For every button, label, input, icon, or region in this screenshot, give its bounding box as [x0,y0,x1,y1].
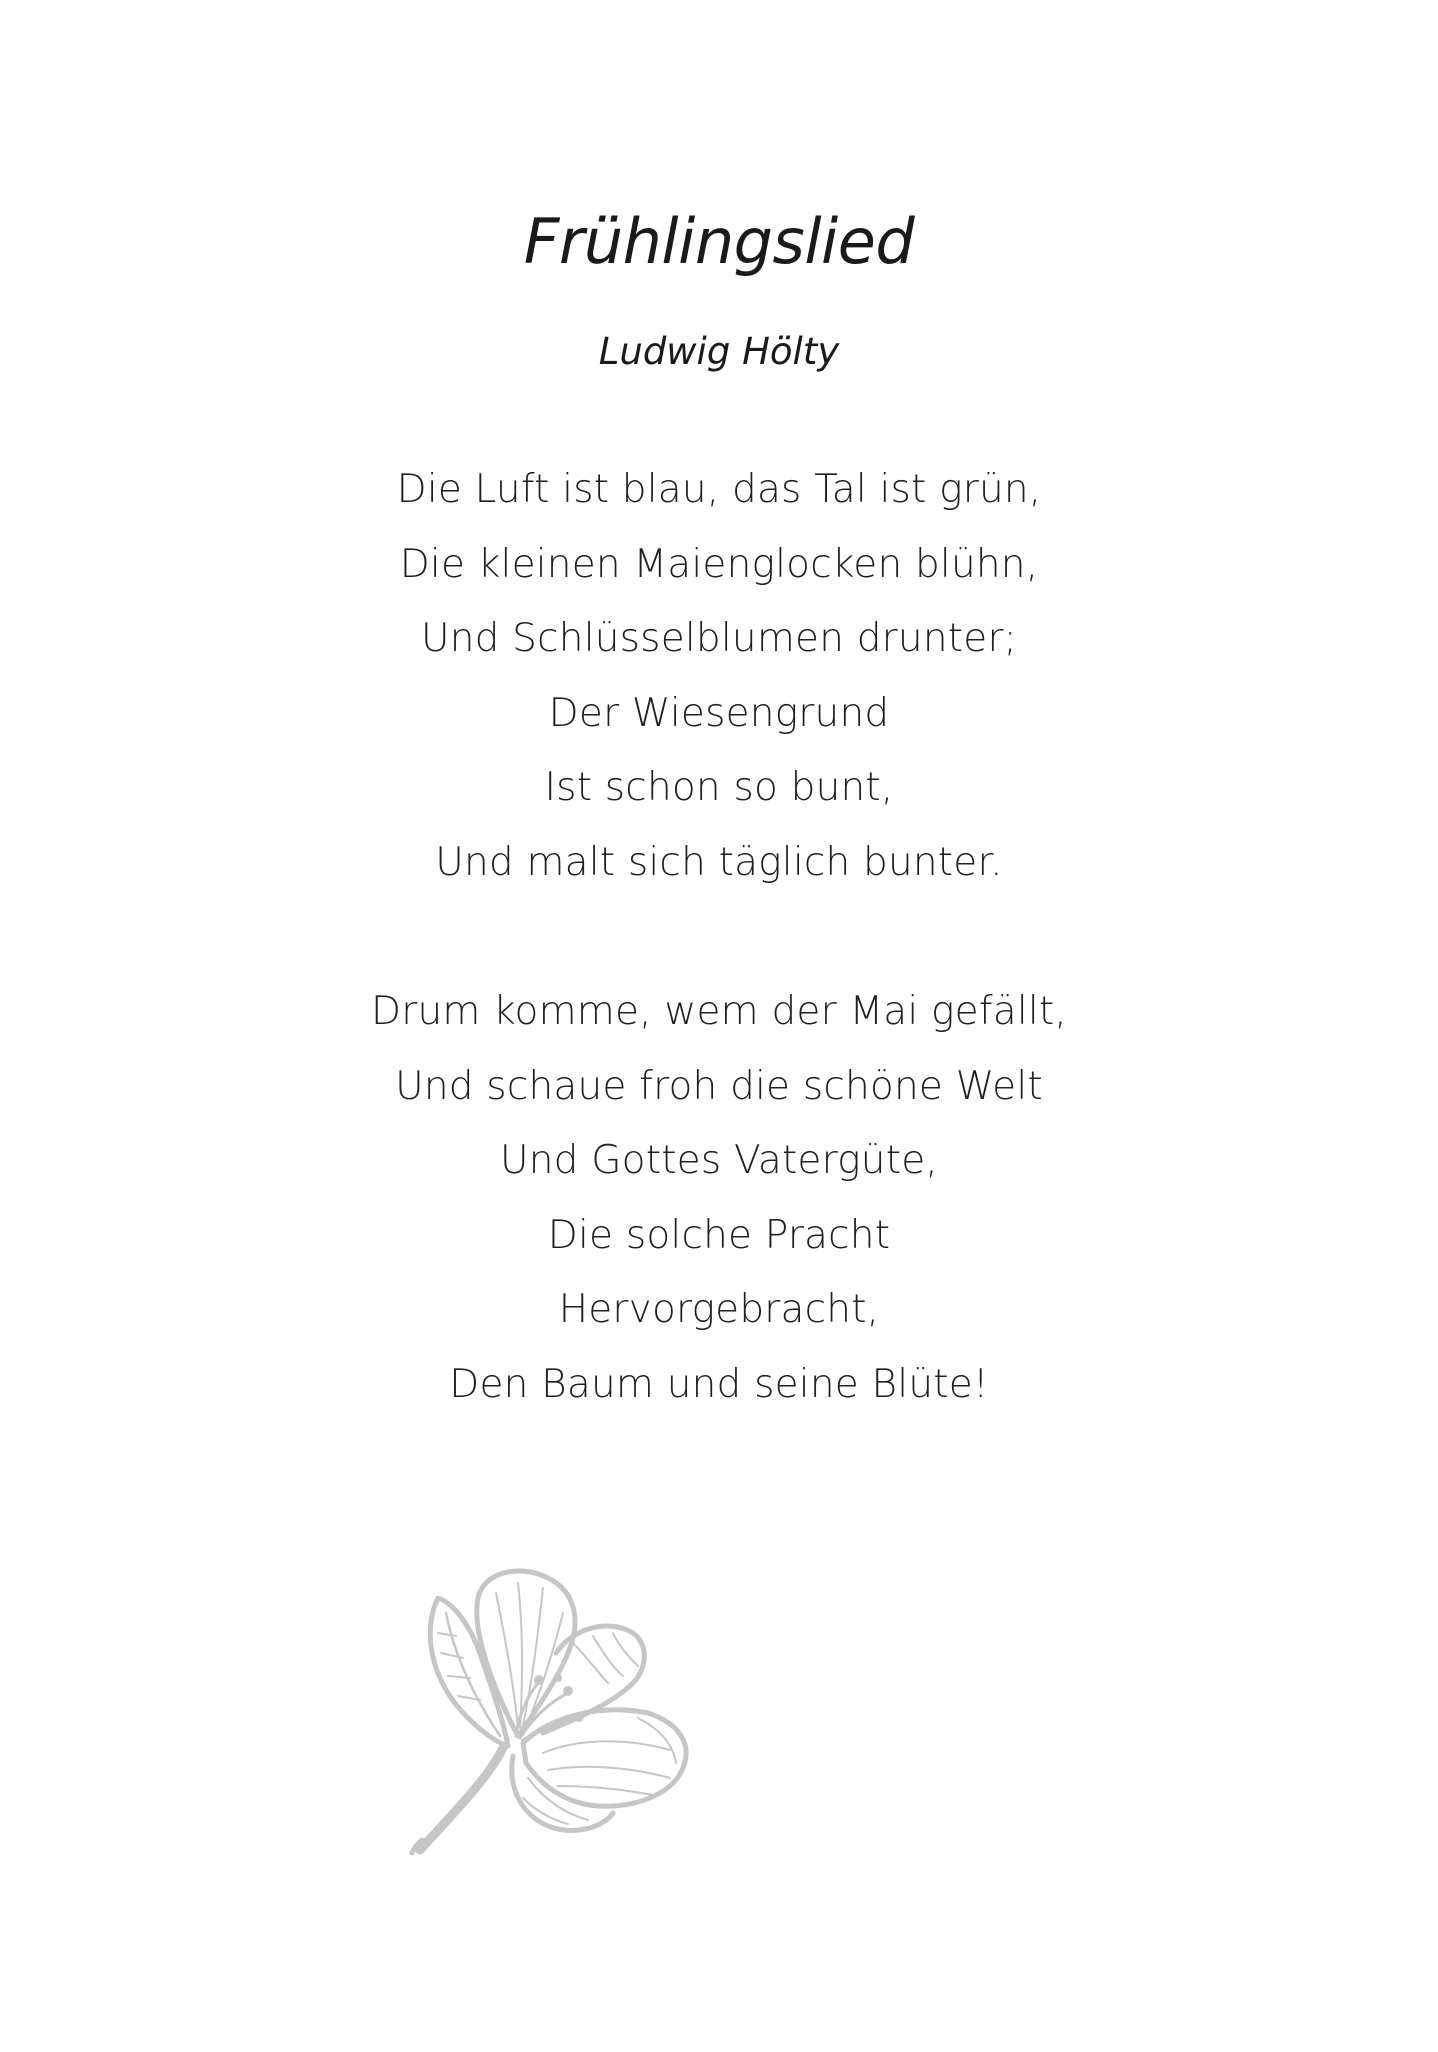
poem-line: Den Baum und seine Blüte! [449,1361,989,1407]
poem-line: Ist schon so bunt, [544,765,894,810]
poem-line: Drum komme, wem der Mai gefällt, [370,989,1068,1034]
poem-line: Die kleinen Maienglocken blühn, [399,541,1039,587]
stanza-1 [0,453,1438,900]
poem-line: Und malt sich täglich bunter. [435,839,1003,885]
poem-line: Die solche Pracht [547,1212,891,1258]
poem-line: Und Gottes Vatergüte, [500,1138,938,1183]
poem-line: Und Schlüsselblumen drunter; [420,616,1018,661]
poem-title: Frühlingslied [523,205,915,278]
flower-illustration-icon [408,1558,738,1858]
poem-line: Der Wiesengrund [548,690,890,736]
poem-author: Ludwig Hölty [598,330,840,373]
poem-line: Und schaue froh die schöne Welt [395,1063,1043,1109]
poem-line: Hervorgebracht, [558,1287,880,1332]
poem-line: Die Luft ist blau, das Tal ist grün, [396,467,1042,512]
stanza-2 [0,975,1438,1422]
